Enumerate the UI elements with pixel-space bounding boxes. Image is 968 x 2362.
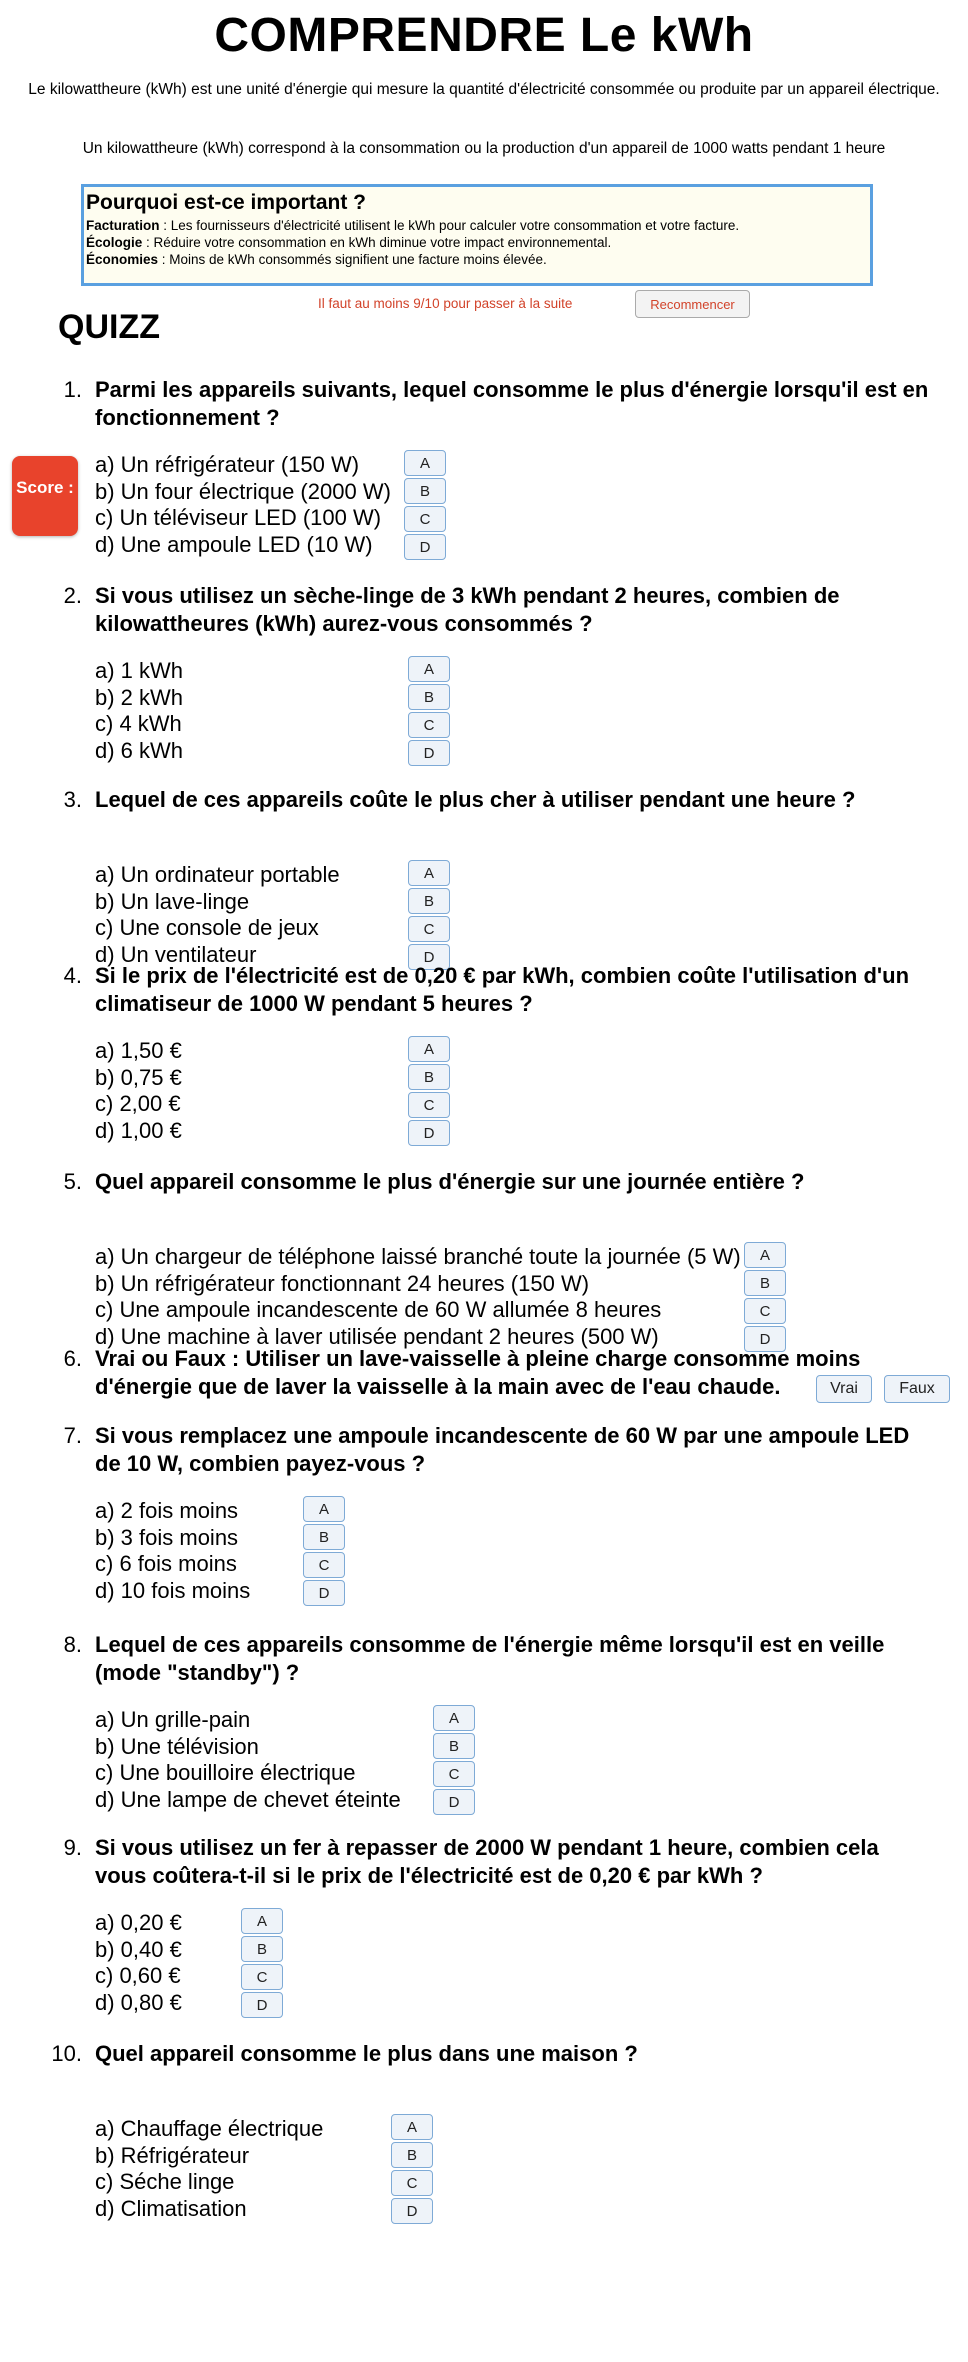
answer-option: a) 2 fois moins (95, 1498, 239, 1523)
question-text: Si vous remplacez une ampoule incandescente de 60 W par une ampoule LED de 10 W, combien payez-vous ? (95, 1423, 910, 1476)
answer-option: b) Une télévision (95, 1733, 259, 1759)
question-text: Si vous utilisez un fer à repasser de 2000 W pendant 1 heure, combien cela vous coûtera-t-il si le prix de l'électricité est de 0,20 € par kWh ? (95, 1835, 879, 1888)
importance-box (81, 184, 873, 286)
question-number: 7. (63, 1423, 82, 1448)
answer-option: d) 10 fois moins (95, 1577, 251, 1603)
answer-option: b) 2 kWh (95, 684, 184, 710)
answer-option: d) Une lampe de chevet éteinte (95, 1786, 401, 1812)
answer-button-b[interactable]: B (303, 1524, 345, 1550)
answer-button-a[interactable]: A (241, 1908, 283, 1934)
question-number: 3. (63, 787, 82, 812)
answer-button-d[interactable]: D (408, 740, 450, 766)
answer-button-a[interactable]: A (303, 1496, 345, 1522)
importance-term: Écologie (86, 235, 143, 250)
question-number: 4. (63, 963, 82, 988)
answer-option: c) Une bouilloire électrique (95, 1760, 356, 1785)
answer-button-b[interactable]: B (433, 1733, 475, 1759)
question-text: Vrai ou Faux : Utiliser un lave-vaisselle à pleine charge consomme moins d'énergie que de laver la vaisselle à la main avec de l'eau chaude. (95, 1346, 861, 1399)
answer-option: a) Un chargeur de téléphone laissé branché toute la journée (5 W) (95, 1244, 741, 1269)
question-text: Quel appareil consomme le plus d'énergie sur une journée entière ? (95, 1169, 805, 1194)
answer-option: d) Une machine à laver utilisée pendant 2 heures (500 W) (95, 1323, 659, 1349)
answer-button-b[interactable]: B (408, 684, 450, 710)
answer-button-d[interactable]: D (303, 1580, 345, 1606)
false-button[interactable]: Faux (884, 1375, 950, 1403)
intro-definition: Le kilowattheure (kWh) est une unité d'énergie qui mesure la quantité d'électricité consommée ou produite par un appareil électrique. (28, 81, 940, 98)
answer-button-c[interactable]: C (404, 506, 446, 532)
question-text: Quel appareil consomme le plus dans une maison ? (95, 2041, 638, 2066)
question-text: Lequel de ces appareils coûte le plus cher à utiliser pendant une heure ? (95, 787, 856, 812)
question-number: 9. (63, 1835, 82, 1860)
importance-text: : Moins de kWh consommés signifient une facture moins élevée. (158, 252, 547, 267)
answer-button-b[interactable]: B (408, 888, 450, 914)
answer-option: a) 1,50 € (95, 1038, 182, 1063)
answer-button-c[interactable]: C (433, 1761, 475, 1787)
importance-heading: Pourquoi est-ce important ? (86, 191, 367, 214)
answer-button-b[interactable]: B (744, 1270, 786, 1296)
answer-button-a[interactable]: A (404, 450, 446, 476)
question-text: Parmi les appareils suivants, lequel consomme le plus d'énergie lorsqu'il est en fonctionnement ? (95, 377, 929, 430)
answer-option: c) 4 kWh (95, 711, 182, 736)
answer-option: a) Chauffage électrique (95, 2116, 324, 2141)
answer-option: c) Une ampoule incandescente de 60 W allumée 8 heures (95, 1297, 662, 1322)
true-button[interactable]: Vrai (816, 1375, 872, 1403)
intro-explanation: Un kilowattheure (kWh) correspond à la consommation ou la production d'un appareil de 1000 watts pendant 1 heure (82, 140, 886, 157)
answer-option: a) Un ordinateur portable (95, 862, 340, 887)
importance-item-billing (86, 217, 870, 234)
answer-option: c) Une console de jeux (95, 915, 319, 940)
quiz-title: QUIZZ (58, 308, 160, 346)
answer-option: b) Un four électrique (2000 W) (95, 478, 391, 504)
answer-button-b[interactable]: B (241, 1936, 283, 1962)
answer-button-a[interactable]: A (408, 860, 450, 886)
answer-option: b) 0,40 € (95, 1936, 182, 1962)
answer-option: b) Un lave-linge (95, 888, 250, 914)
answer-button-d[interactable]: D (391, 2198, 433, 2224)
answer-button-a[interactable]: A (391, 2114, 433, 2140)
answer-button-b[interactable]: B (391, 2142, 433, 2168)
page-title: COMPRENDRE Le kWh (214, 9, 754, 62)
answer-option: b) 0,75 € (95, 1064, 182, 1090)
importance-item-ecology (86, 234, 870, 251)
answer-option: b) Un réfrigérateur fonctionnant 24 heures (150 W) (95, 1270, 590, 1296)
answer-option: d) Climatisation (95, 2195, 247, 2221)
question-number: 6. (63, 1346, 82, 1371)
answer-button-b[interactable]: B (408, 1064, 450, 1090)
answer-option: d) 6 kWh (95, 737, 184, 763)
answer-option: c) 6 fois moins (95, 1551, 237, 1576)
answer-option: d) 1,00 € (95, 1117, 182, 1143)
importance-text: : Réduire votre consommation en kWh diminue votre impact environnemental. (142, 235, 612, 250)
question-number: 2. (63, 583, 82, 608)
answer-button-d[interactable]: D (408, 944, 450, 970)
importance-term: Économies (86, 252, 159, 267)
importance-item-savings (86, 251, 870, 268)
score-badge: Score : (12, 456, 78, 536)
question-text: Si le prix de l'électricité est de 0,20 € par kWh, combien coûte l'utilisation d'un climatiseur de 1000 W pendant 5 heures ? (95, 963, 910, 1016)
answer-button-a[interactable]: A (744, 1242, 786, 1268)
answer-button-a[interactable]: A (408, 1036, 450, 1062)
answer-button-d[interactable]: D (241, 1992, 283, 2018)
answer-option: c) 2,00 € (95, 1091, 181, 1116)
answer-option: a) 1 kWh (95, 658, 184, 683)
answer-button-b[interactable]: B (404, 478, 446, 504)
answer-option: c) 0,60 € (95, 1963, 181, 1988)
pass-requirement-message: Il faut au moins 9/10 pour passer à la suite (318, 296, 573, 311)
answer-option: a) Un réfrigérateur (150 W) (95, 452, 360, 477)
question-text: Si vous utilisez un sèche-linge de 3 kWh pendant 2 heures, combien de kilowattheures (kWh) aurez-vous consommés ? (95, 583, 840, 636)
answer-button-c[interactable]: C (408, 1092, 450, 1118)
answer-option: a) Un grille-pain (95, 1707, 251, 1732)
question-text: Lequel de ces appareils consomme de l'énergie même lorsqu'il est en veille (mode "standby") ? (95, 1632, 885, 1685)
answer-button-c[interactable]: C (744, 1298, 786, 1324)
answer-option: d) Un ventilateur (95, 941, 257, 967)
answer-button-d[interactable]: D (433, 1789, 475, 1815)
answer-button-a[interactable]: A (408, 656, 450, 682)
answer-button-c[interactable]: C (408, 712, 450, 738)
restart-button[interactable]: Recommencer (635, 290, 750, 318)
answer-option: c) Séche linge (95, 2169, 235, 2194)
answer-button-c[interactable]: C (391, 2170, 433, 2196)
answer-button-c[interactable]: C (303, 1552, 345, 1578)
answer-option: a) 0,20 € (95, 1910, 182, 1935)
question-number: 10. (51, 2041, 82, 2066)
answer-option: c) Un téléviseur LED (100 W) (95, 505, 382, 530)
answer-button-c[interactable]: C (241, 1964, 283, 1990)
importance-term: Facturation (86, 218, 160, 233)
answer-button-d[interactable]: D (744, 1326, 786, 1352)
answer-button-a[interactable]: A (433, 1705, 475, 1731)
answer-button-d[interactable]: D (404, 534, 446, 560)
answer-option: d) 0,80 € (95, 1989, 182, 2015)
answer-option: b) 3 fois moins (95, 1524, 239, 1550)
answer-option: d) Une ampoule LED (10 W) (95, 531, 373, 557)
question-number: 1. (63, 377, 82, 402)
question-number: 8. (63, 1632, 82, 1657)
answer-button-c[interactable]: C (408, 916, 450, 942)
question-number: 5. (63, 1169, 82, 1194)
answer-option: b) Réfrigérateur (95, 2142, 250, 2168)
answer-button-d[interactable]: D (408, 1120, 450, 1146)
importance-text: : Les fournisseurs d'électricité utilisent le kWh pour calculer votre consommation et votre facture. (159, 218, 740, 233)
